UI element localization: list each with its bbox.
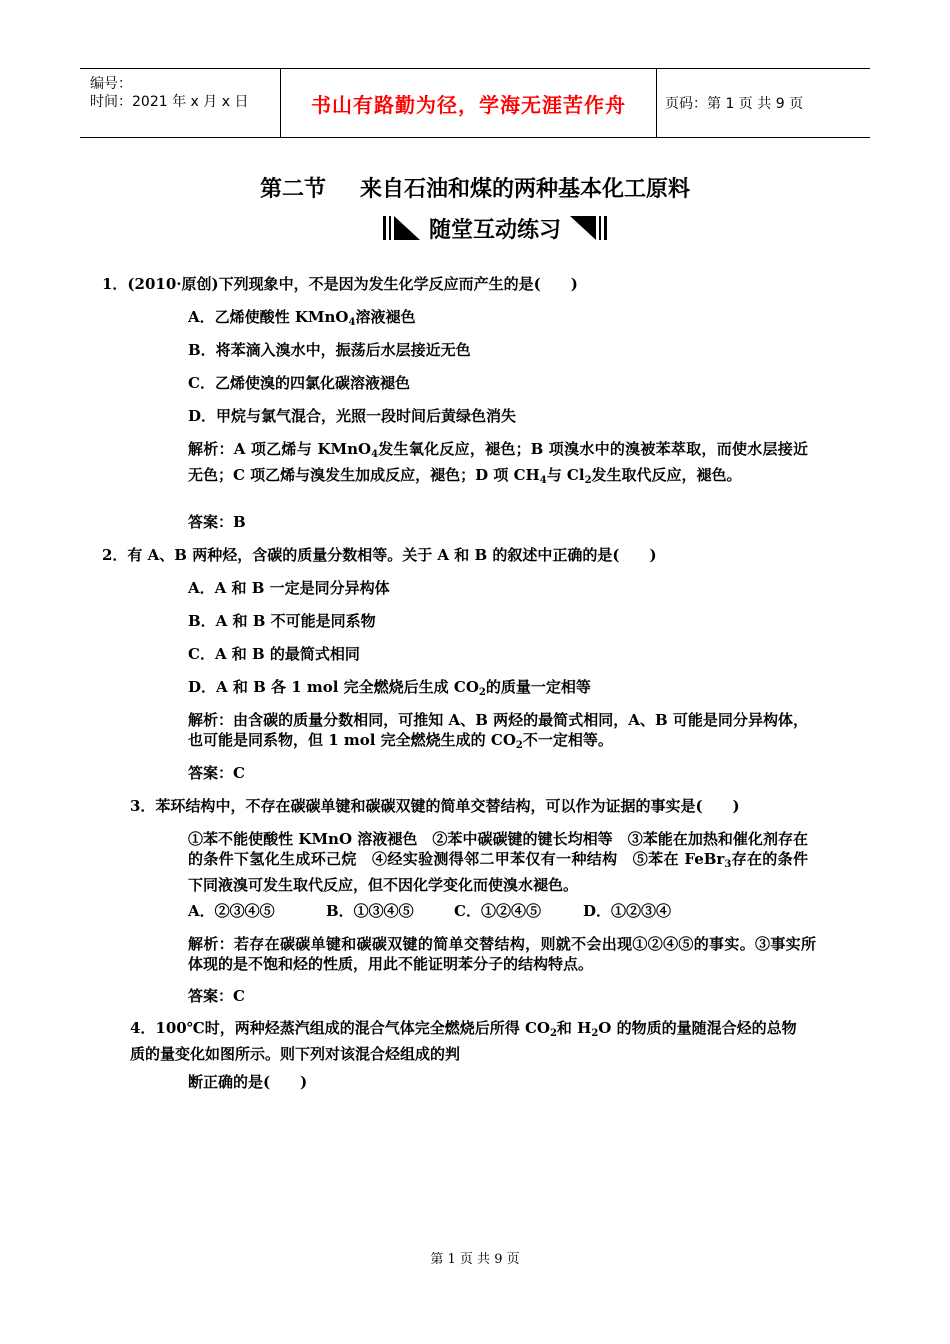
q2-answer: 答案：C bbox=[188, 764, 245, 782]
section-number: 第二节 bbox=[259, 176, 326, 202]
q1-option-b: B．将苯滴入溴水中，振荡后水层接近无色 bbox=[188, 341, 471, 359]
q2-option-a: A．A 和 B 一定是同分异构体 bbox=[188, 579, 390, 597]
q3-option-b: B．①③④⑤ bbox=[326, 902, 414, 920]
page-label: 页码：第 1 页 共 9 页 bbox=[665, 96, 804, 112]
banner-right-ornament-icon bbox=[569, 214, 607, 242]
header-meta bbox=[80, 69, 280, 137]
q2-analysis-part2: 不一定相等。 bbox=[522, 731, 613, 749]
q3-facts-sub: 3 bbox=[724, 859, 732, 870]
section-title bbox=[0, 172, 950, 203]
q2-analysis-sub1: 2 bbox=[515, 740, 523, 751]
q1-option-c: C．乙烯使溴的四氯化碳溶液褪色 bbox=[188, 374, 410, 392]
q1-analysis bbox=[188, 439, 808, 491]
banner-title: 随堂互动练习 bbox=[428, 217, 561, 243]
q1-analysis-part3: 与 Cl bbox=[546, 466, 585, 484]
q2-option-d-end: 的质量一定相等 bbox=[485, 678, 591, 696]
q4-stem-part3: O 的物质的量随混合烃的总物质的量变化如图所示。则下列对该混合烃组成的判 bbox=[130, 1019, 797, 1063]
q3-stem: 3．苯环结构中，不存在碳碳单键和碳碳双键的简单交替结构，可以作为证据的事实是( ) bbox=[130, 797, 740, 815]
q1-answer: 答案：B bbox=[188, 513, 246, 531]
q4-stem-sub1: 2 bbox=[549, 1028, 557, 1039]
q1-option-d: D．甲烷与氯气混合，光照一段时间后黄绿色消失 bbox=[188, 407, 517, 425]
q2-option-b: B．A 和 B 不可能是同系物 bbox=[188, 612, 376, 630]
q1-analysis-part2: 发生氧化反应，褪色；B 项溴水中的溴被苯萃取，而使水层接近无色；C 项乙烯与溴发生加成反应，褪色；D 项 CH bbox=[188, 440, 809, 484]
q2-option-d bbox=[188, 677, 591, 703]
header-motto bbox=[280, 69, 657, 137]
q3-facts bbox=[188, 829, 808, 895]
q3-facts-part2: 存在的条件下同液溴可发生取代反应，但不因化学变化而使溴水褪色。 bbox=[188, 850, 808, 894]
q1-option-a-sub: 4 bbox=[348, 317, 356, 328]
q2-stem: 2．有 A、B 两种烃，含碳的质量分数相等。关于 A 和 B 的叙述中正确的是( ) bbox=[102, 546, 657, 564]
practice-banner bbox=[370, 210, 620, 246]
q3-analysis: 解析：若存在碳碳单键和碳碳双键的简单交替结构，则就不会出现①②④⑤的事实。③事实所体现的是不饱和烃的性质，用此不能证明苯分子的结构特点。 bbox=[188, 935, 816, 973]
banner-left-ornament-icon bbox=[383, 214, 421, 242]
q3-option-d: D．①②③④ bbox=[583, 902, 672, 920]
q3-answer: 答案：C bbox=[188, 987, 245, 1005]
section-subtitle: 来自石油和煤的两种基本化工原料 bbox=[360, 176, 691, 202]
q1-analysis-part1: 解析：A 项乙烯与 KMnO bbox=[188, 440, 372, 458]
q1-option-a bbox=[188, 307, 415, 333]
date-label: 时间：2021 年 x 月 x 日 bbox=[90, 94, 249, 110]
q2-analysis bbox=[188, 710, 808, 756]
q4-stem bbox=[130, 1018, 810, 1064]
q1-analysis-sub2: 4 bbox=[539, 475, 547, 486]
q1-analysis-sub1: 4 bbox=[371, 449, 379, 460]
number-label: 编号： bbox=[90, 76, 132, 92]
q4-stem-sub2: 2 bbox=[591, 1028, 599, 1039]
q4-stem-continued: 断正确的是( ) bbox=[188, 1073, 308, 1091]
page-footer: 第 1 页 共 9 页 bbox=[430, 1252, 520, 1267]
q3-option-a: A．②③④⑤ bbox=[188, 902, 275, 920]
q2-option-d-text: D．A 和 B 各 1 mol 完全燃烧后生成 CO bbox=[188, 678, 479, 696]
q2-option-c: C．A 和 B 的最简式相同 bbox=[188, 645, 360, 663]
motto-text: 书山有路勤为径，学海无涯苦作舟 bbox=[311, 92, 626, 117]
header-table bbox=[80, 68, 870, 138]
q1-option-a-end: 溶液褪色 bbox=[355, 308, 416, 326]
q3-facts-part1: ①苯不能使酸性 KMnO 溶液褪色 ②苯中碳碳键的键长均相等 ③苯能在加热和催化剂存在的条件下氢化生成环己烷 ④经实验测得邻二甲苯仅有一种结构 ⑤苯在 FeBr bbox=[188, 830, 808, 868]
q4-stem-part1: 4．100℃时，两种烃蒸汽组成的混合气体完全燃烧后所得 CO bbox=[130, 1019, 550, 1037]
q1-analysis-sub3: 2 bbox=[584, 475, 592, 486]
q4-stem-part2: 和 H bbox=[556, 1019, 592, 1037]
q1-stem: 1．(2010·原创)下列现象中，不是因为发生化学反应而产生的是( ) bbox=[102, 275, 578, 293]
q2-analysis-part1: 解析：由含碳的质量分数相同，可推知 A、B 两烃的最简式相同，A、B 可能是同分异构体，也可能是同系物，但 1 mol 完全燃烧生成的 CO bbox=[188, 711, 808, 749]
q1-analysis-part4: 发生取代反应，褪色。 bbox=[591, 466, 742, 484]
q2-option-d-sub: 2 bbox=[478, 687, 486, 698]
q1-option-a-text: A．乙烯使酸性 KMnO bbox=[188, 308, 349, 326]
q3-option-c: C．①②④⑤ bbox=[454, 902, 541, 920]
